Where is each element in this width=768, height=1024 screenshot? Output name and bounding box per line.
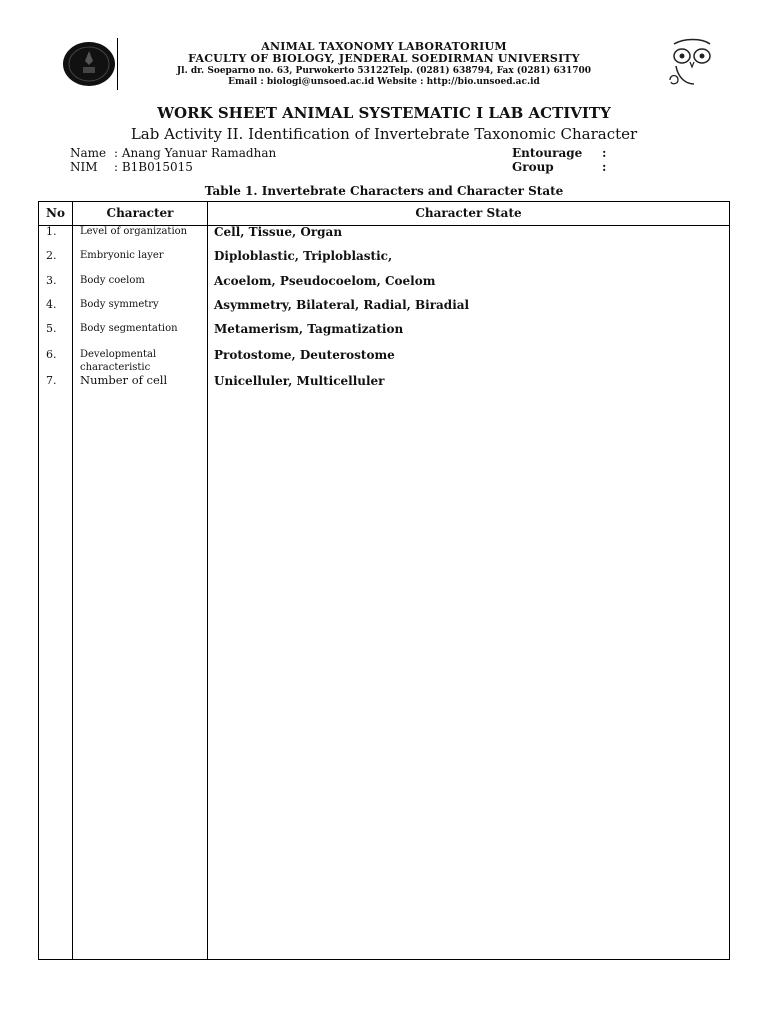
name-value: : Anang Yanuar Ramadhan [114,146,277,160]
nim-label: NIM [70,160,98,174]
row-number: 4. [46,298,57,311]
university-seal-logo [62,41,116,87]
row-character: Body segmentation [80,323,178,334]
character-table [38,201,730,960]
row-number: 2. [46,249,57,262]
row-character-state: Cell, Tissue, Organ [214,225,343,239]
entourage-label: Entourage [512,146,583,160]
row-character-state: Acoelom, Pseudocoelom, Coelom [214,274,436,288]
row-number: 1. [46,225,57,238]
group-value: : [602,160,607,174]
row-character: Number of cell [80,373,168,387]
name-label: Name [70,146,107,160]
header-character: Character [106,206,174,220]
row-character-state: Asymmetry, Bilateral, Radial, Biradial [214,298,470,312]
row-character: Body coelom [80,275,145,286]
header-no: No [46,206,65,220]
address-line: Jl. dr. Soeparno no. 63, Purwokerto 53122Telp. (0281) 638794, Fax (0281) 631700 [176,66,592,76]
faculty-name: FACULTY OF BIOLOGY, JENDERAL SOEDIRMAN UNIVERSITY [188,52,580,65]
group-label: Group [512,160,554,174]
row-character-state: Unicelluler, Multicelluler [214,374,385,388]
lab-name: ANIMAL TAXONOMY LABORATORIUM [261,40,507,53]
row-number: 3. [46,274,57,287]
row-number: 5. [46,322,57,335]
worksheet-title: WORK SHEET ANIMAL SYSTEMATIC I LAB ACTIVITY [157,104,611,122]
row-number: 6. [46,348,57,361]
row-character: Level of organization [80,226,188,237]
nim-value: : B1B015015 [114,160,193,174]
row-character-state: Metamerism, Tagmatization [214,322,404,336]
row-character: Body symmetry [80,299,159,310]
contact-line: Email : biologi@unsoed.ac.id Website : http://bio.unsoed.ac.id [228,77,540,87]
row-character: Embryonic layer [80,250,164,261]
row-character: Developmental characteristic [80,349,157,373]
column-divider [207,202,208,959]
logo-divider [117,38,118,90]
column-divider [72,202,73,959]
header-character-state: Character State [415,206,522,220]
row-character-state: Diploblastic, Triploblastic, [214,249,393,263]
table-caption: Table 1. Invertebrate Characters and Character State [204,184,564,198]
owl-logo [664,36,720,92]
row-character-state: Protostome, Deuterostome [214,348,395,362]
row-number: 7. [46,374,57,387]
entourage-value: : [602,146,607,160]
worksheet-subtitle: Lab Activity II. Identification of Invertebrate Taxonomic Character [130,125,638,143]
